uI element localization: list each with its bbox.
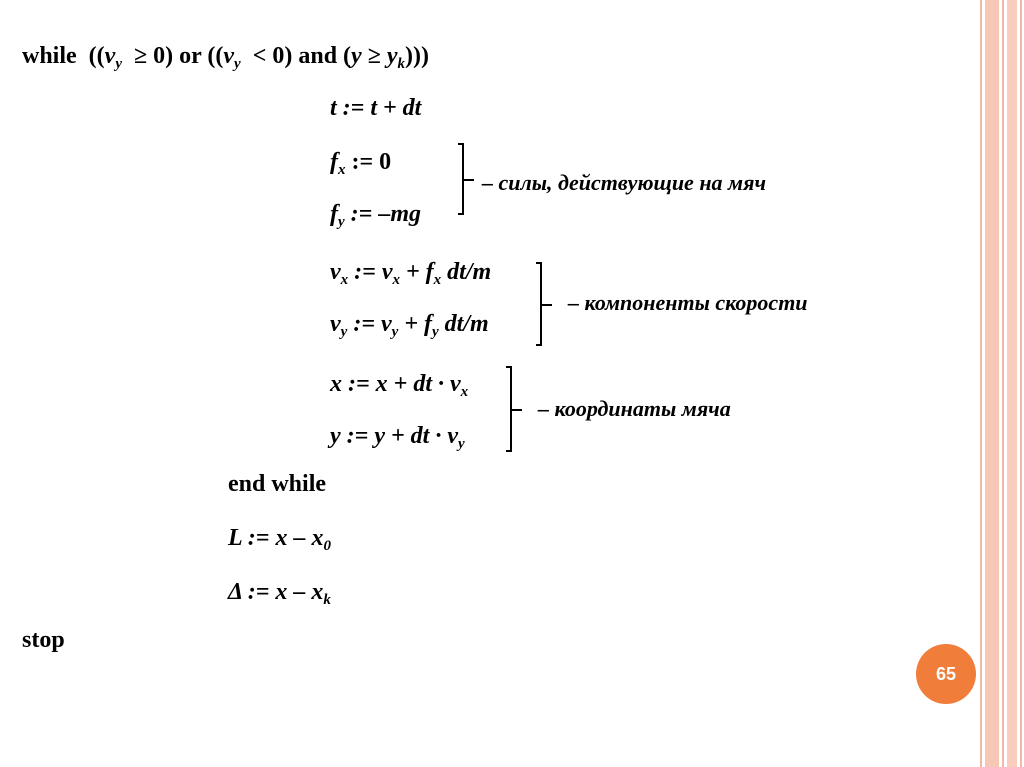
sub: y [457,436,465,452]
var: x := x + dt · v [330,371,461,397]
var: v [223,43,235,69]
sub: y [432,324,439,340]
vx-assign [330,259,492,288]
text: ))) [405,43,430,69]
stripe [1020,0,1022,767]
text: := 0 [345,149,392,175]
coords-comment: – координаты мяча [538,396,731,421]
fx-assign [330,149,392,178]
var: := v [347,311,392,337]
sub: k [397,56,406,72]
text: ≥ 0) or (( [133,43,224,69]
stripe [1007,0,1017,767]
forces-comment: – силы, действующие на мяч [482,170,766,195]
y-assign [330,423,465,452]
stripe [985,0,999,767]
var: y [351,43,362,69]
var: L := x – x [228,525,324,551]
sub: x [460,384,469,400]
while-line [22,43,430,72]
page-number-badge: 65 [916,644,976,704]
forces-brace [452,143,464,215]
sub: x [338,162,346,178]
stripe [1002,0,1004,767]
brace-tip [464,179,474,181]
sub: y [391,324,399,340]
var: dt/m [438,311,489,337]
decorative-side-stripes [980,0,1024,767]
var: v [330,311,341,337]
text: := –mg [344,201,422,227]
var: v [330,259,341,285]
brace-tip [512,409,522,411]
var: f [330,149,338,175]
sub: x [340,272,349,288]
var: + f [399,259,434,285]
sub: x [433,272,442,288]
sub: y [234,56,241,72]
text: < 0) and ( [252,43,352,69]
t-assign: t := t + dt [330,95,422,121]
while-keyword: while [22,43,77,69]
L-assign [228,525,331,554]
velocity-brace [530,262,542,346]
sub: k [323,592,331,608]
sub: 0 [323,538,331,554]
var: + f [398,311,432,337]
var: v [104,43,116,69]
var: f [330,201,338,227]
sub: x [392,272,400,288]
text: (( [88,43,105,69]
velocity-comment: – компоненты скорости [568,290,808,315]
vy-assign [330,311,489,340]
stripe [980,0,982,767]
text: ≥ [367,43,381,69]
var: := v [348,259,393,285]
var: Δ := x – x [228,579,324,605]
sub: y [338,214,345,230]
sub: y [115,56,122,72]
var: y := y + dt · v [330,423,458,449]
end-while: end while [228,471,327,497]
brace-tip [542,304,552,306]
var: y [386,43,398,69]
x-assign [330,371,469,400]
sub: y [340,324,348,340]
var: dt/m [441,259,492,285]
coords-brace [500,366,512,452]
fy-assign [330,201,422,230]
stop-keyword: stop [22,627,65,653]
delta-assign [228,579,331,608]
